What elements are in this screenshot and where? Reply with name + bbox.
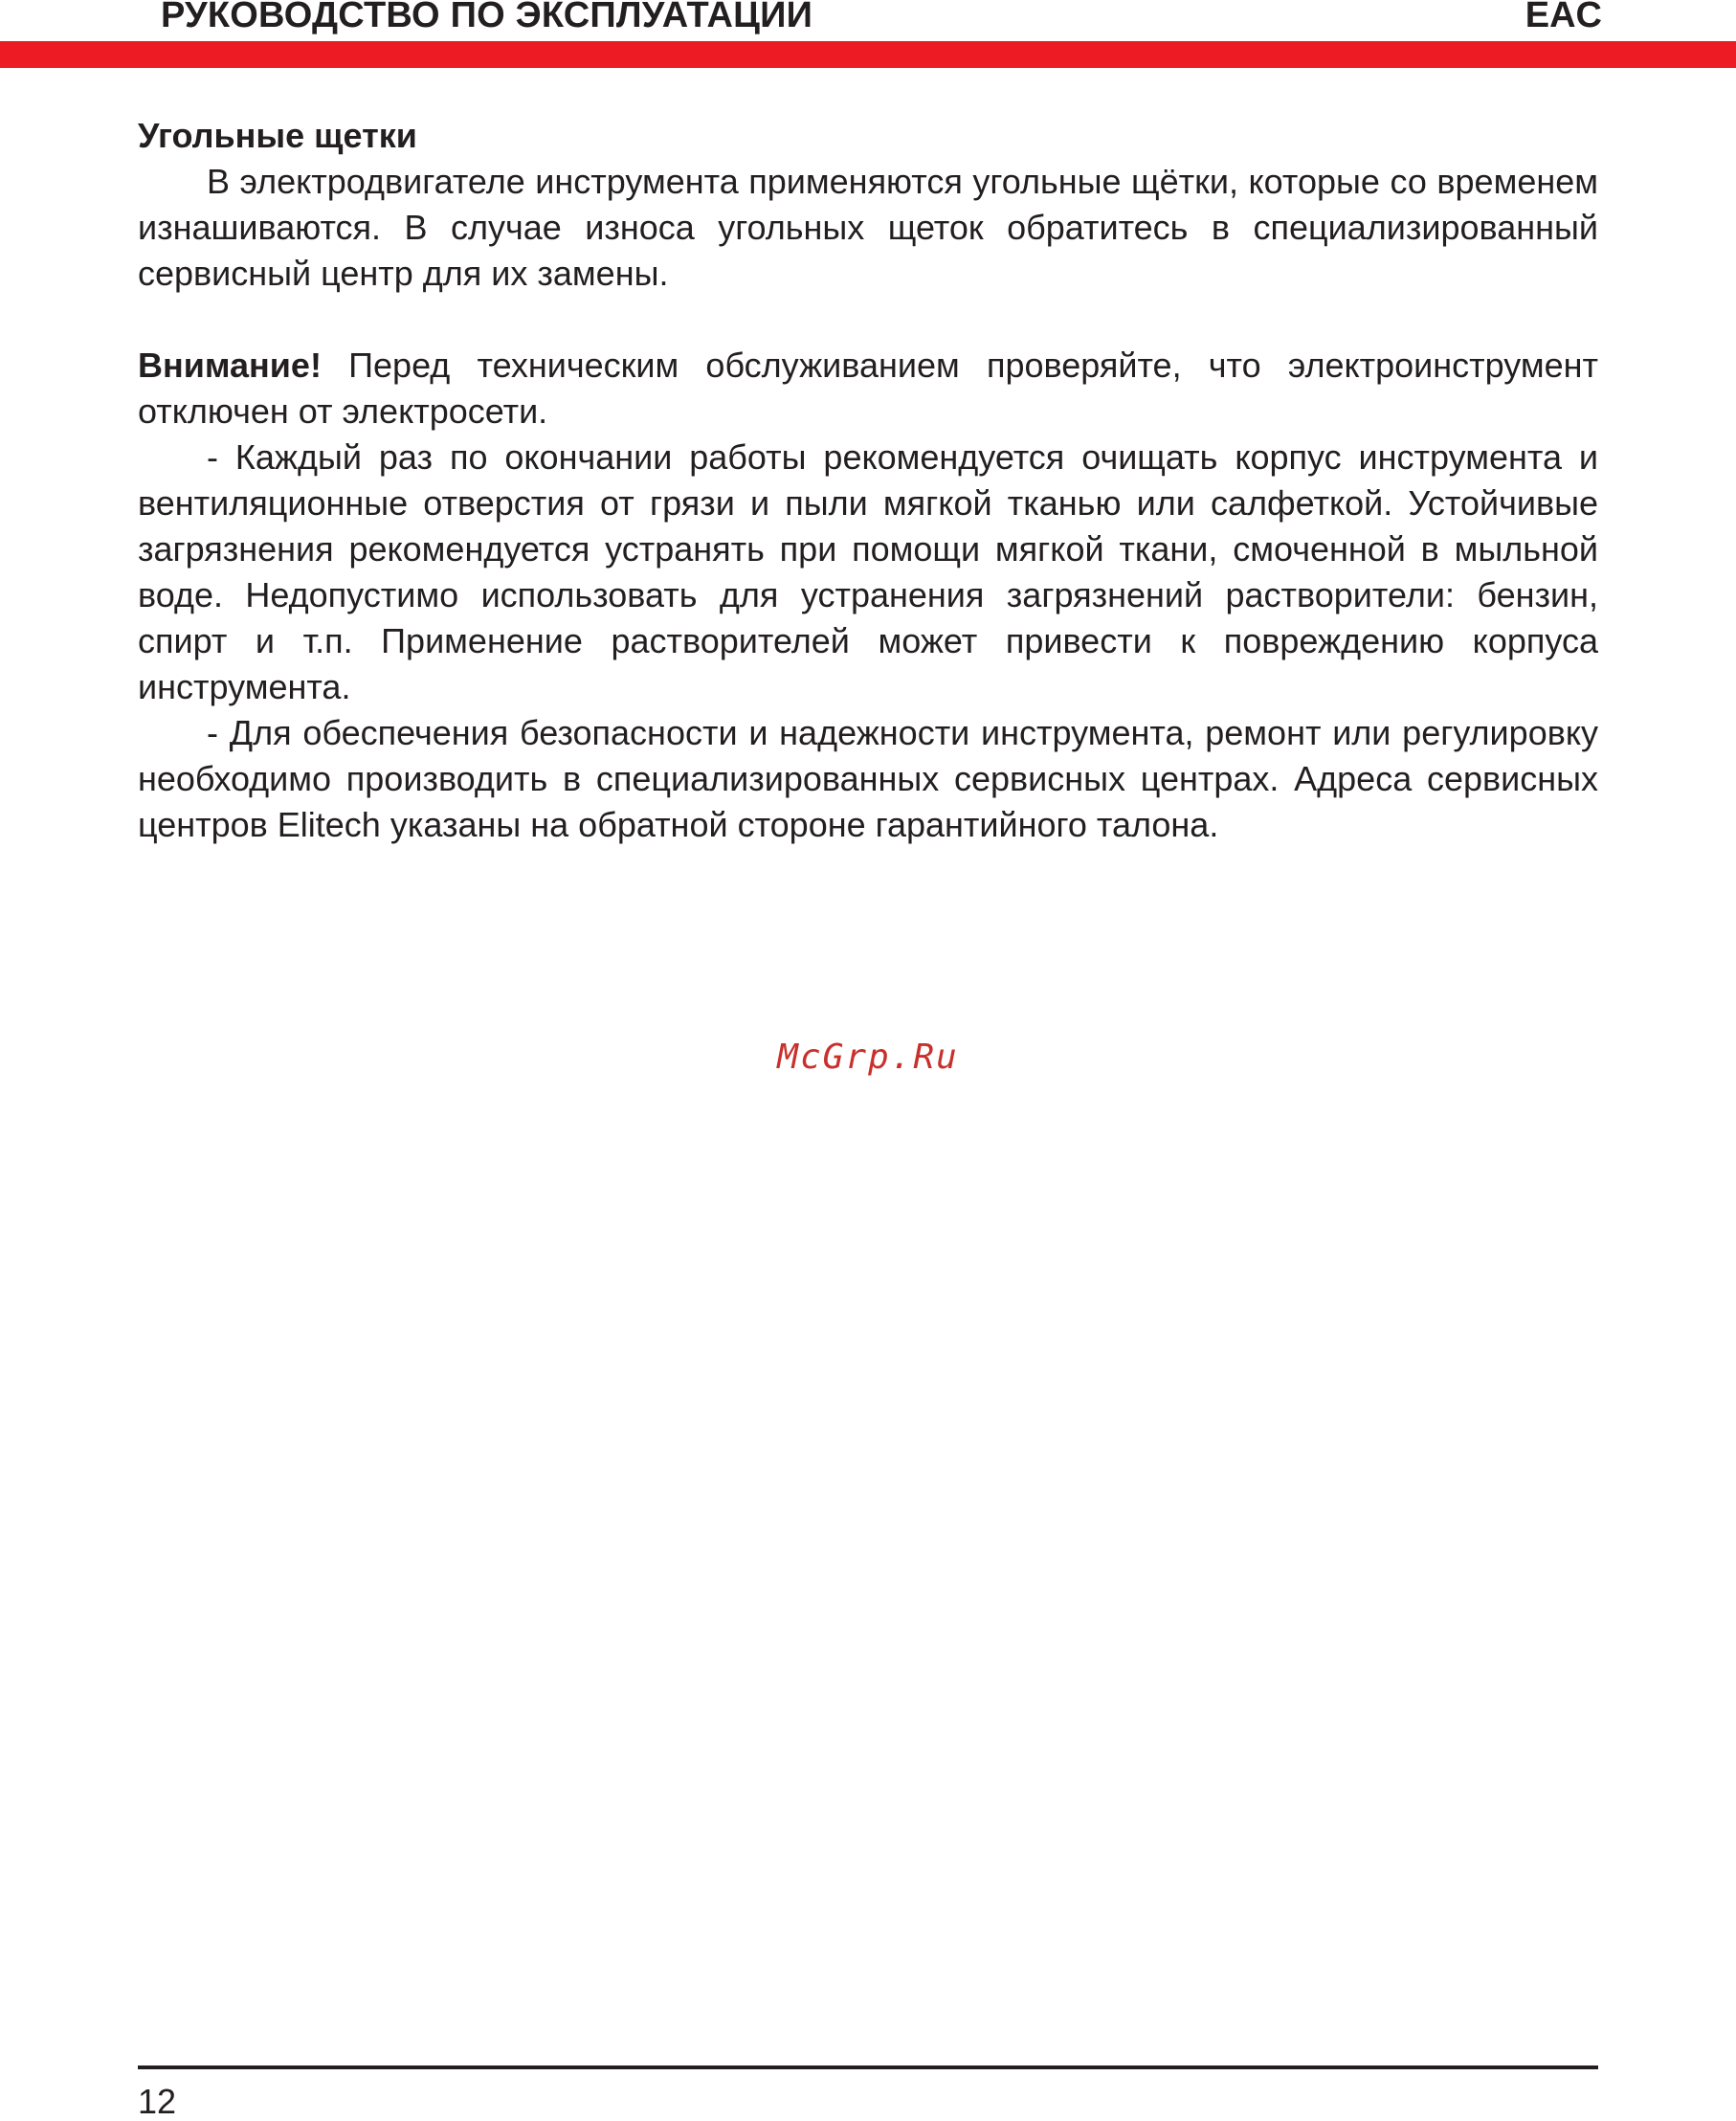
document-title: РУКОВОДСТВО ПО ЭКСПЛУАТАЦИИ	[161, 0, 813, 35]
page-number: 12	[138, 2082, 177, 2121]
section-title: Угольные щетки	[138, 116, 417, 155]
warning-text: Перед техническим обслуживанием проверяйте, что электроинструмент отключен от электросети.	[138, 346, 1598, 431]
footer-rule	[138, 2065, 1598, 2069]
warning-paragraph	[138, 343, 1598, 435]
paragraph-gap	[138, 297, 1598, 343]
cleaning-paragraph: - Каждый раз по окончании работы рекомендуется очищать корпус инструмента и вентиляционные отверстия от грязи и пыли мягкой тканью или салфеткой. Устойчивые загрязнения рекомендуется устранять при помощи мягкой ткани, смоченной в мыльной воде. Недопустимо использовать для устранения загрязнений растворители: бензин, спирт и т.п. Применение растворителей может привести к повреждению корпуса инструмента.	[138, 437, 1598, 706]
eac-mark: EAC	[1525, 0, 1602, 35]
page-header	[0, 0, 1736, 69]
page-content	[138, 113, 1598, 848]
warning-label: Внимание!	[138, 346, 322, 385]
service-paragraph: - Для обеспечения безопасности и надежности инструмента, ремонт или регулировку необходимо производить в специализированных сервисных центрах. Адреса сервисных центров Elitech указаны на обратной стороне гарантийного талона.	[138, 713, 1598, 844]
watermark-text: McGrp.Ru	[777, 1038, 959, 1077]
carbon-brushes-paragraph: В электродвигателе инструмента применяются угольные щётки, которые со временем изнашиваются. В случае износа угольных щеток обратитесь в специализированный сервисный центр для их замены.	[138, 162, 1598, 293]
header-red-bar	[0, 41, 1736, 68]
